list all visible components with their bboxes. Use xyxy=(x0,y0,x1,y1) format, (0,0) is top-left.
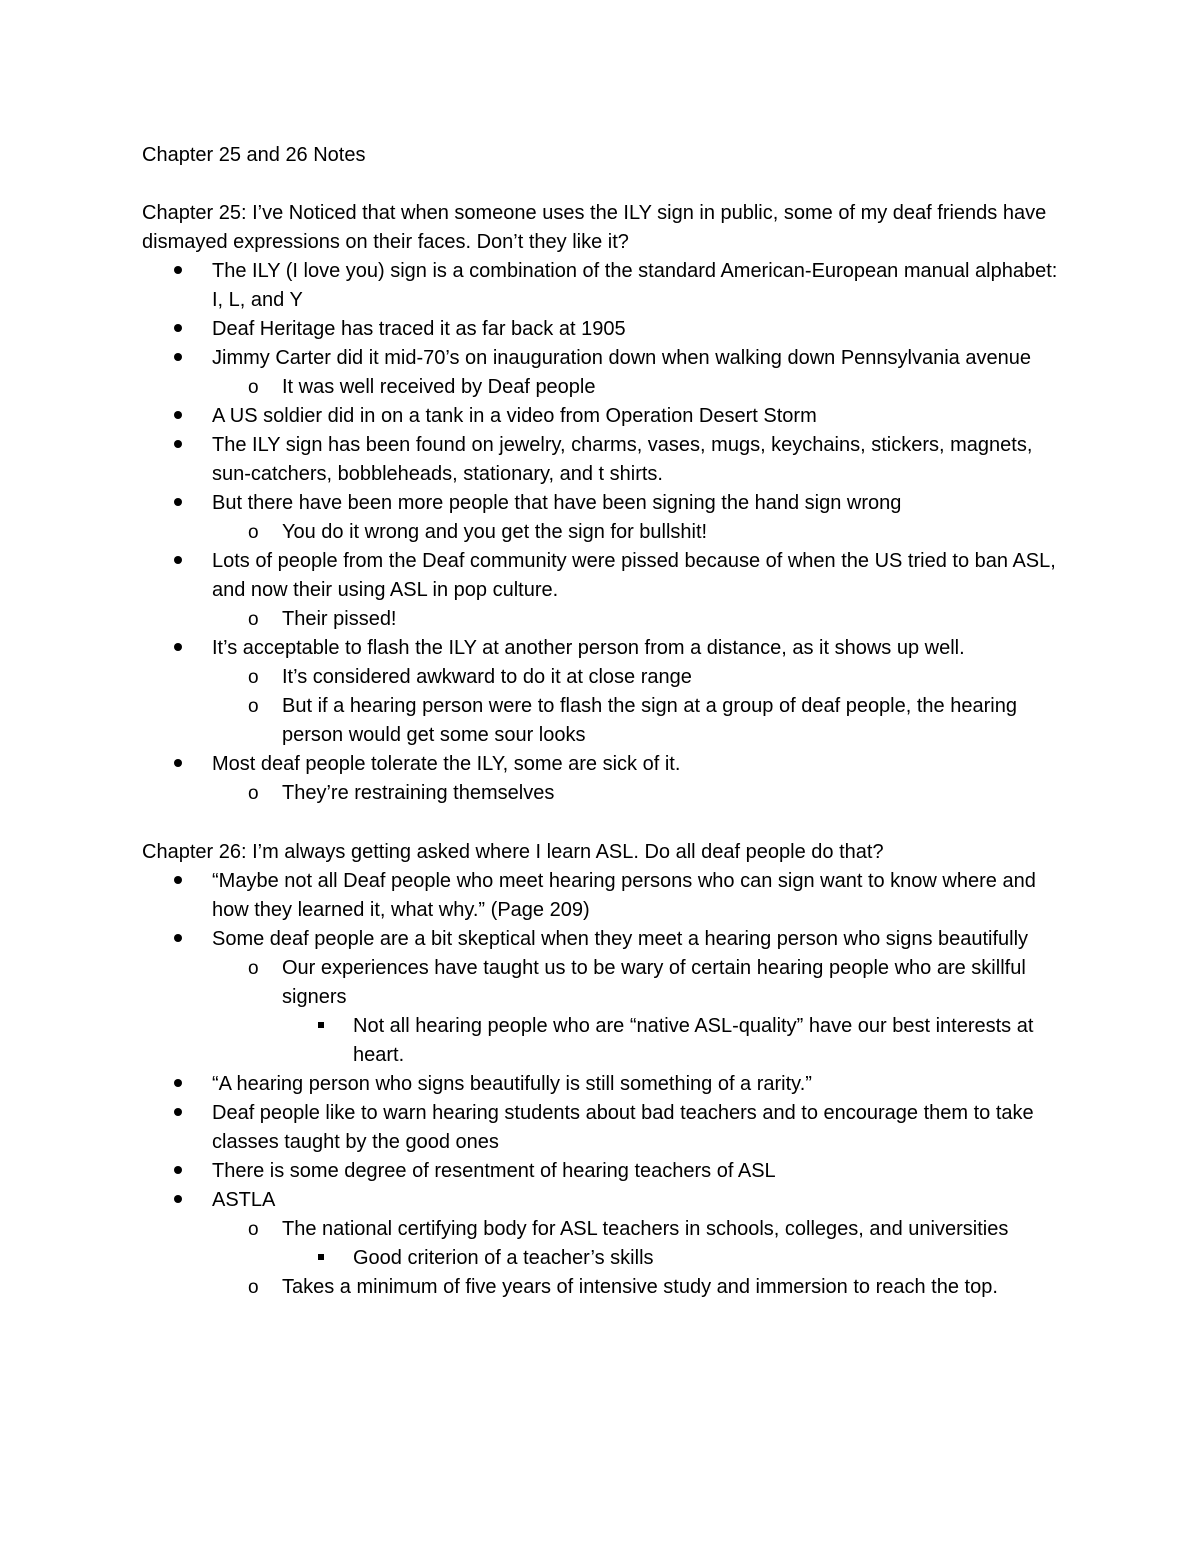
chapter-25-question: Chapter 25: I’ve Noticed that when someone uses the ILY sign in public, some of my deaf friends have dismayed expressions on their faces. Don’t they like it? xyxy=(142,202,1047,253)
list-item: The ILY (I love you) sign is a combination of the standard American-European manual alphabet: I, L, and Y xyxy=(142,257,1072,315)
bullet-dot-icon xyxy=(174,1099,182,1128)
bullet-dot-icon xyxy=(174,867,182,896)
list-item: Jimmy Carter did it mid-70’s on inauguration down when walking down Pennsylvania avenue xyxy=(142,344,1072,373)
bullet-circle-icon: o xyxy=(248,783,259,804)
list-item: Lots of people from the Deaf community were pissed because of when the US tried to ban ASL, and now their using ASL in pop culture. xyxy=(142,547,1072,605)
bullet-dot-icon xyxy=(174,489,182,518)
list-item: It’s acceptable to flash the ILY at another person from a distance, as it shows up well. xyxy=(142,634,1072,663)
list-item: Deaf people like to warn hearing students about bad teachers and to encourage them to take classes taught by the good ones xyxy=(142,1099,1072,1157)
bullet-circle-icon: o xyxy=(248,1277,259,1298)
list-item: o Takes a minimum of five years of intensive study and immersion to reach the top. xyxy=(142,1273,1072,1302)
list-item: The ILY sign has been found on jewelry, charms, vases, mugs, keychains, stickers, magnets, sun-catchers, bobbleheads, stationary, and t shirts. xyxy=(142,431,1072,489)
list-item: There is some degree of resentment of hearing teachers of ASL xyxy=(142,1157,1072,1186)
list-item: Deaf Heritage has traced it as far back at 1905 xyxy=(142,315,1072,344)
page-title: Chapter 25 and 26 Notes xyxy=(142,144,366,166)
chapter-25-notes-list xyxy=(142,257,1072,808)
list-item: o You do it wrong and you get the sign for bullshit! xyxy=(142,518,1072,547)
bullet-dot-icon xyxy=(174,315,182,344)
list-item: o It was well received by Deaf people xyxy=(142,373,1072,402)
list-item: “Maybe not all Deaf people who meet hearing persons who can sign want to know where and how they learned it, what why.” (Page 209) xyxy=(142,867,1072,925)
list-item: “A hearing person who signs beautifully is still something of a rarity.” xyxy=(142,1070,1072,1099)
bullet-dot-icon xyxy=(174,634,182,663)
bullet-circle-icon: o xyxy=(248,667,259,688)
bullet-circle-icon: o xyxy=(248,696,259,717)
list-item: Most deaf people tolerate the ILY, some are sick of it. xyxy=(142,750,1072,779)
bullet-dot-icon xyxy=(174,925,182,954)
list-item: Some deaf people are a bit skeptical when they meet a hearing person who signs beautifully xyxy=(142,925,1072,954)
list-item: Not all hearing people who are “native ASL-quality” have our best interests at heart. xyxy=(142,1012,1072,1070)
list-item: ASTLA xyxy=(142,1186,1072,1215)
notes-page xyxy=(142,141,1072,1302)
bullet-dot-icon xyxy=(174,750,182,779)
list-item: o Their pissed! xyxy=(142,605,1072,634)
list-item: o They’re restraining themselves xyxy=(142,779,1072,808)
bullet-circle-icon: o xyxy=(248,958,259,979)
section-spacer xyxy=(142,808,1072,838)
bullet-dot-icon xyxy=(174,431,182,460)
bullet-square-icon xyxy=(318,1012,324,1041)
list-item: o Our experiences have taught us to be wary of certain hearing people who are skillful signers xyxy=(142,954,1072,1012)
list-item: But there have been more people that have been signing the hand sign wrong xyxy=(142,489,1072,518)
bullet-dot-icon xyxy=(174,547,182,576)
chapter-26-question: Chapter 26: I’m always getting asked where I learn ASL. Do all deaf people do that? xyxy=(142,841,884,863)
bullet-square-icon xyxy=(318,1244,324,1273)
bullet-circle-icon: o xyxy=(248,1219,259,1240)
bullet-dot-icon xyxy=(174,1186,182,1215)
bullet-dot-icon xyxy=(174,257,182,286)
chapter-26-section xyxy=(142,838,1072,1302)
bullet-dot-icon xyxy=(174,1070,182,1099)
bullet-circle-icon: o xyxy=(248,609,259,630)
list-item: o But if a hearing person were to flash the sign at a group of deaf people, the hearing person would get some sour looks xyxy=(142,692,1072,750)
list-item: A US soldier did in on a tank in a video from Operation Desert Storm xyxy=(142,402,1072,431)
bullet-circle-icon: o xyxy=(248,522,259,543)
list-item: o It’s considered awkward to do it at close range xyxy=(142,663,1072,692)
bullet-circle-icon: o xyxy=(248,377,259,398)
chapter-26-notes-list xyxy=(142,867,1072,1302)
list-item: o The national certifying body for ASL teachers in schools, colleges, and universities xyxy=(142,1215,1072,1244)
bullet-dot-icon xyxy=(174,344,182,373)
bullet-dot-icon xyxy=(174,402,182,431)
chapter-25-section xyxy=(142,199,1072,808)
list-item: Good criterion of a teacher’s skills xyxy=(142,1244,1072,1273)
bullet-dot-icon xyxy=(174,1157,182,1186)
